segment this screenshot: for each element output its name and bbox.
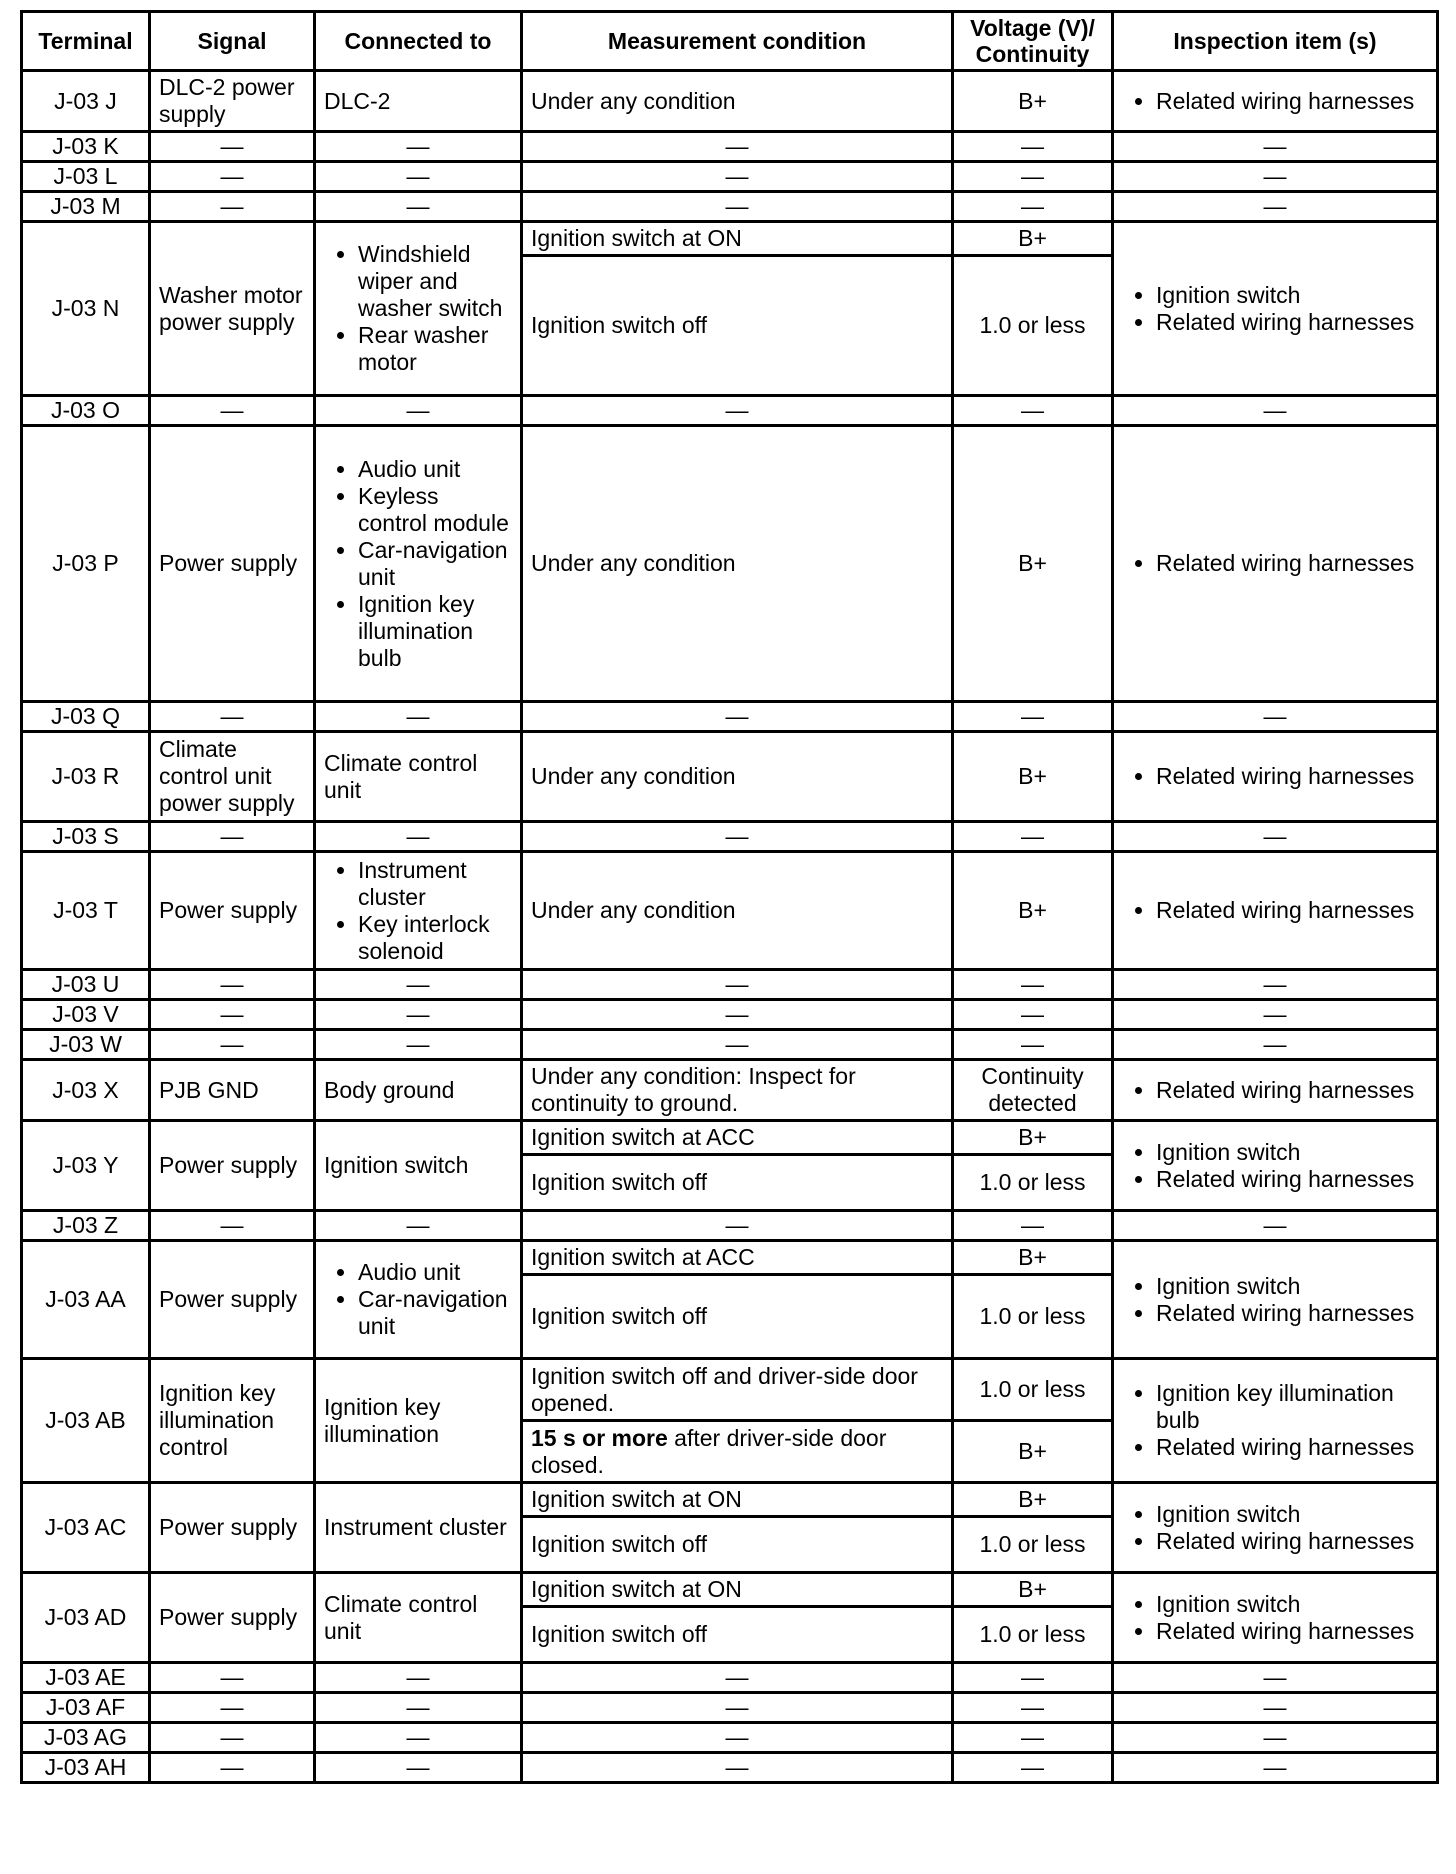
- inspection-cell: [1113, 1483, 1438, 1573]
- signal-cell: Power supply: [150, 852, 315, 970]
- measurement-condition-cell: Under any condition: [522, 71, 953, 132]
- measurement-condition-cell: Ignition switch at ACC: [522, 1121, 953, 1155]
- signal-cell: —: [150, 162, 315, 192]
- inspection-cell: —: [1113, 1663, 1438, 1693]
- terminal-cell: J-03 L: [22, 162, 150, 192]
- terminal-cell: J-03 V: [22, 1000, 150, 1030]
- inspection-cell: [1113, 1241, 1438, 1359]
- measurement-condition-cell: Ignition switch at ACC: [522, 1241, 953, 1275]
- header-terminal: Terminal: [22, 12, 150, 71]
- header-row: [22, 12, 1438, 71]
- connected-to-cell: Ignition key illumination: [315, 1359, 522, 1483]
- measurement-condition-cell: Ignition switch off and driver-side door opened.: [522, 1359, 953, 1421]
- connected-to-cell: —: [315, 1693, 522, 1723]
- table-row: [22, 1359, 1438, 1421]
- voltage-cell: B+: [953, 1121, 1113, 1155]
- measurement-condition-cell: —: [522, 1000, 953, 1030]
- inspection-cell: [1113, 222, 1438, 396]
- connected-to-cell: —: [315, 1663, 522, 1693]
- table-row: [22, 1723, 1438, 1753]
- connected-item: • Keyless control module: [358, 483, 512, 537]
- inspection-item: • Ignition key illumination bulb: [1156, 1380, 1428, 1434]
- measurement-condition-cell: Under any condition: [522, 426, 953, 702]
- table-row: [22, 1121, 1438, 1155]
- connected-to-cell: Climate control unit: [315, 732, 522, 822]
- table-row: [22, 192, 1438, 222]
- connected-to-cell: —: [315, 132, 522, 162]
- voltage-cell: —: [953, 1000, 1113, 1030]
- measurement-condition-cell: —: [522, 396, 953, 426]
- measurement-condition-cell: Ignition switch off: [522, 1155, 953, 1211]
- measurement-condition-cell: Ignition switch at ON: [522, 1483, 953, 1517]
- signal-cell: Power supply: [150, 1121, 315, 1211]
- connected-to-cell: —: [315, 1211, 522, 1241]
- voltage-cell: B+: [953, 852, 1113, 970]
- inspection-cell: [1113, 426, 1438, 702]
- signal-cell: —: [150, 1723, 315, 1753]
- terminal-cell: J-03 P: [22, 426, 150, 702]
- connected-item: • Car-navigation unit: [358, 1286, 512, 1340]
- measurement-condition-cell: —: [522, 970, 953, 1000]
- signal-cell: Power supply: [150, 1573, 315, 1663]
- voltage-cell: 1.0 or less: [953, 1517, 1113, 1573]
- inspection-item: • Ignition switch: [1156, 1501, 1428, 1528]
- connected-to-cell: [315, 222, 522, 396]
- connected-to-cell: —: [315, 1753, 522, 1783]
- table-row: [22, 732, 1438, 822]
- connected-item: • Audio unit: [358, 456, 512, 483]
- inspection-item: • Related wiring harnesses: [1156, 1300, 1428, 1327]
- terminal-cell: J-03 U: [22, 970, 150, 1000]
- terminal-cell: J-03 Y: [22, 1121, 150, 1211]
- measurement-condition-cell: —: [522, 822, 953, 852]
- inspection-item: • Ignition switch: [1156, 282, 1428, 309]
- table-row: [22, 822, 1438, 852]
- inspection-item: • Ignition switch: [1156, 1273, 1428, 1300]
- header-connected-to: Connected to: [315, 12, 522, 71]
- header-measurement-condition: Measurement condition: [522, 12, 953, 71]
- connected-to-cell: [315, 426, 522, 702]
- voltage-cell: B+: [953, 1421, 1113, 1483]
- voltage-cell: —: [953, 1211, 1113, 1241]
- inspection-cell: —: [1113, 970, 1438, 1000]
- terminal-cell: J-03 T: [22, 852, 150, 970]
- inspection-item: • Related wiring harnesses: [1156, 1077, 1428, 1104]
- voltage-cell: —: [953, 1663, 1113, 1693]
- voltage-cell: —: [953, 702, 1113, 732]
- voltage-cell: B+: [953, 222, 1113, 256]
- header-voltage-continuity: Voltage (V)/ Continuity: [953, 12, 1113, 71]
- measurement-condition-cell: Under any condition: [522, 732, 953, 822]
- inspection-item: • Related wiring harnesses: [1156, 763, 1428, 790]
- connected-to-cell: —: [315, 396, 522, 426]
- table-row: [22, 71, 1438, 132]
- connected-to-cell: —: [315, 970, 522, 1000]
- connected-item: • Car-navigation unit: [358, 537, 512, 591]
- terminal-cell: J-03 AF: [22, 1693, 150, 1723]
- signal-cell: —: [150, 1211, 315, 1241]
- connected-item: • Windshield wiper and washer switch: [358, 241, 512, 322]
- inspection-item: • Related wiring harnesses: [1156, 88, 1428, 115]
- voltage-cell: —: [953, 132, 1113, 162]
- voltage-cell: —: [953, 822, 1113, 852]
- signal-cell: —: [150, 1030, 315, 1060]
- inspection-cell: —: [1113, 192, 1438, 222]
- signal-cell: —: [150, 192, 315, 222]
- inspection-cell: [1113, 1121, 1438, 1211]
- measurement-condition-cell: Under any condition: [522, 852, 953, 970]
- signal-cell: —: [150, 1693, 315, 1723]
- inspection-cell: —: [1113, 1723, 1438, 1753]
- connected-to-cell: —: [315, 192, 522, 222]
- table-row: [22, 1000, 1438, 1030]
- signal-cell: —: [150, 1663, 315, 1693]
- voltage-cell: B+: [953, 732, 1113, 822]
- inspection-cell: —: [1113, 396, 1438, 426]
- inspection-item: • Ignition switch: [1156, 1591, 1428, 1618]
- terminal-cell: J-03 AH: [22, 1753, 150, 1783]
- signal-cell: —: [150, 822, 315, 852]
- table-row: [22, 1753, 1438, 1783]
- inspection-cell: —: [1113, 1753, 1438, 1783]
- measurement-condition-cell: —: [522, 1030, 953, 1060]
- measurement-condition-cell: —: [522, 1663, 953, 1693]
- voltage-cell: —: [953, 192, 1113, 222]
- connected-to-cell: Instrument cluster: [315, 1483, 522, 1573]
- table-row: [22, 1483, 1438, 1517]
- signal-cell: DLC-2 power supply: [150, 71, 315, 132]
- measurement-condition-cell: Under any condition: Inspect for continuity to ground.: [522, 1060, 953, 1121]
- signal-cell: —: [150, 1753, 315, 1783]
- table-row: [22, 702, 1438, 732]
- connected-to-cell: —: [315, 1030, 522, 1060]
- connected-to-cell: —: [315, 1723, 522, 1753]
- terminal-cell: J-03 S: [22, 822, 150, 852]
- measurement-condition-cell: Ignition switch at ON: [522, 1573, 953, 1607]
- table-row: [22, 1241, 1438, 1275]
- voltage-cell: 1.0 or less: [953, 1607, 1113, 1663]
- voltage-cell: —: [953, 1030, 1113, 1060]
- connected-item: • Rear washer motor: [358, 322, 512, 376]
- terminal-cell: J-03 K: [22, 132, 150, 162]
- signal-cell: —: [150, 132, 315, 162]
- voltage-cell: B+: [953, 1573, 1113, 1607]
- voltage-cell: Continuity detected: [953, 1060, 1113, 1121]
- table-row: [22, 970, 1438, 1000]
- inspection-cell: [1113, 71, 1438, 132]
- connected-to-cell: Climate control unit: [315, 1573, 522, 1663]
- terminal-cell: J-03 AB: [22, 1359, 150, 1483]
- inspection-cell: —: [1113, 1211, 1438, 1241]
- inspection-cell: [1113, 1060, 1438, 1121]
- voltage-cell: —: [953, 162, 1113, 192]
- voltage-cell: B+: [953, 1483, 1113, 1517]
- terminal-voltage-table: [20, 10, 1439, 1784]
- inspection-cell: [1113, 1359, 1438, 1483]
- signal-cell: —: [150, 1000, 315, 1030]
- terminal-cell: J-03 M: [22, 192, 150, 222]
- terminal-cell: J-03 W: [22, 1030, 150, 1060]
- connected-to-cell: —: [315, 822, 522, 852]
- table-row: [22, 426, 1438, 702]
- signal-cell: Power supply: [150, 1241, 315, 1359]
- connected-to-cell: Ignition switch: [315, 1121, 522, 1211]
- inspection-cell: —: [1113, 702, 1438, 732]
- connected-item: • Audio unit: [358, 1259, 512, 1286]
- inspection-item: • Ignition switch: [1156, 1139, 1428, 1166]
- inspection-cell: —: [1113, 822, 1438, 852]
- voltage-cell: B+: [953, 1241, 1113, 1275]
- signal-cell: —: [150, 396, 315, 426]
- table-row: [22, 1030, 1438, 1060]
- table-row: [22, 1573, 1438, 1607]
- connected-to-cell: Body ground: [315, 1060, 522, 1121]
- condition-bold-text: 15 s or more: [531, 1424, 668, 1451]
- measurement-condition-cell: Ignition switch off: [522, 1275, 953, 1359]
- measurement-condition-cell: —: [522, 1723, 953, 1753]
- measurement-condition-cell: Ignition switch off: [522, 1607, 953, 1663]
- header-signal: Signal: [150, 12, 315, 71]
- inspection-item: • Related wiring harnesses: [1156, 1528, 1428, 1555]
- voltage-cell: —: [953, 1693, 1113, 1723]
- inspection-item: • Related wiring harnesses: [1156, 550, 1428, 577]
- signal-cell: Climate control unit power supply: [150, 732, 315, 822]
- inspection-item: • Related wiring harnesses: [1156, 1166, 1428, 1193]
- inspection-cell: —: [1113, 1030, 1438, 1060]
- measurement-condition-cell: —: [522, 1693, 953, 1723]
- condition-text: after driver-side door closed.: [531, 1424, 887, 1478]
- inspection-item: • Related wiring harnesses: [1156, 897, 1428, 924]
- table-row: [22, 396, 1438, 426]
- terminal-cell: J-03 AE: [22, 1663, 150, 1693]
- inspection-cell: —: [1113, 1693, 1438, 1723]
- voltage-cell: B+: [953, 71, 1113, 132]
- inspection-cell: [1113, 732, 1438, 822]
- table-row: [22, 132, 1438, 162]
- connected-to-cell: [315, 1241, 522, 1359]
- terminal-cell: J-03 O: [22, 396, 150, 426]
- voltage-cell: 1.0 or less: [953, 1359, 1113, 1421]
- terminal-cell: J-03 AC: [22, 1483, 150, 1573]
- connected-item: • Instrument cluster: [358, 857, 512, 911]
- terminal-cell: J-03 AA: [22, 1241, 150, 1359]
- inspection-cell: —: [1113, 1000, 1438, 1030]
- terminal-cell: J-03 AG: [22, 1723, 150, 1753]
- measurement-condition-cell: Ignition switch at ON: [522, 222, 953, 256]
- table-row: [22, 1663, 1438, 1693]
- voltage-cell: —: [953, 396, 1113, 426]
- table-row: [22, 222, 1438, 256]
- voltage-cell: 1.0 or less: [953, 256, 1113, 396]
- connected-to-cell: —: [315, 162, 522, 192]
- table-row: [22, 162, 1438, 192]
- connected-to-cell: —: [315, 1000, 522, 1030]
- terminal-cell: J-03 N: [22, 222, 150, 396]
- connected-to-cell: —: [315, 702, 522, 732]
- terminal-cell: J-03 X: [22, 1060, 150, 1121]
- table-row: [22, 1211, 1438, 1241]
- measurement-condition-cell: —: [522, 1211, 953, 1241]
- signal-cell: Washer motor power supply: [150, 222, 315, 396]
- voltage-cell: —: [953, 970, 1113, 1000]
- terminal-cell: J-03 AD: [22, 1573, 150, 1663]
- connected-to-cell: DLC-2: [315, 71, 522, 132]
- inspection-item: • Related wiring harnesses: [1156, 1618, 1428, 1645]
- signal-cell: Ignition key illumination control: [150, 1359, 315, 1483]
- terminal-cell: J-03 Q: [22, 702, 150, 732]
- inspection-cell: —: [1113, 162, 1438, 192]
- table-row: [22, 1693, 1438, 1723]
- measurement-condition-cell: Ignition switch off: [522, 1517, 953, 1573]
- connected-to-cell: [315, 852, 522, 970]
- table-row: [22, 1060, 1438, 1121]
- inspection-item: • Related wiring harnesses: [1156, 1434, 1428, 1461]
- measurement-condition-cell: —: [522, 162, 953, 192]
- inspection-cell: [1113, 852, 1438, 970]
- inspection-item: • Related wiring harnesses: [1156, 309, 1428, 336]
- signal-cell: Power supply: [150, 1483, 315, 1573]
- connected-item: • Ignition key illumination bulb: [358, 591, 512, 672]
- signal-cell: PJB GND: [150, 1060, 315, 1121]
- measurement-condition-cell: —: [522, 132, 953, 162]
- voltage-cell: —: [953, 1753, 1113, 1783]
- table-row: [22, 852, 1438, 970]
- signal-cell: —: [150, 970, 315, 1000]
- inspection-cell: [1113, 1573, 1438, 1663]
- voltage-cell: 1.0 or less: [953, 1155, 1113, 1211]
- header-inspection-items: Inspection item (s): [1113, 12, 1438, 71]
- signal-cell: —: [150, 702, 315, 732]
- measurement-condition-cell: —: [522, 1753, 953, 1783]
- terminal-table-container: [20, 10, 1436, 1784]
- terminal-cell: J-03 Z: [22, 1211, 150, 1241]
- voltage-cell: 1.0 or less: [953, 1275, 1113, 1359]
- voltage-cell: —: [953, 1723, 1113, 1753]
- measurement-condition-cell: Ignition switch off: [522, 256, 953, 396]
- signal-cell: Power supply: [150, 426, 315, 702]
- measurement-condition-cell: —: [522, 702, 953, 732]
- measurement-condition-cell: —: [522, 192, 953, 222]
- voltage-cell: B+: [953, 426, 1113, 702]
- connected-item: • Key interlock solenoid: [358, 911, 512, 965]
- terminal-cell: J-03 R: [22, 732, 150, 822]
- inspection-cell: —: [1113, 132, 1438, 162]
- measurement-condition-cell: [522, 1421, 953, 1483]
- terminal-cell: J-03 J: [22, 71, 150, 132]
